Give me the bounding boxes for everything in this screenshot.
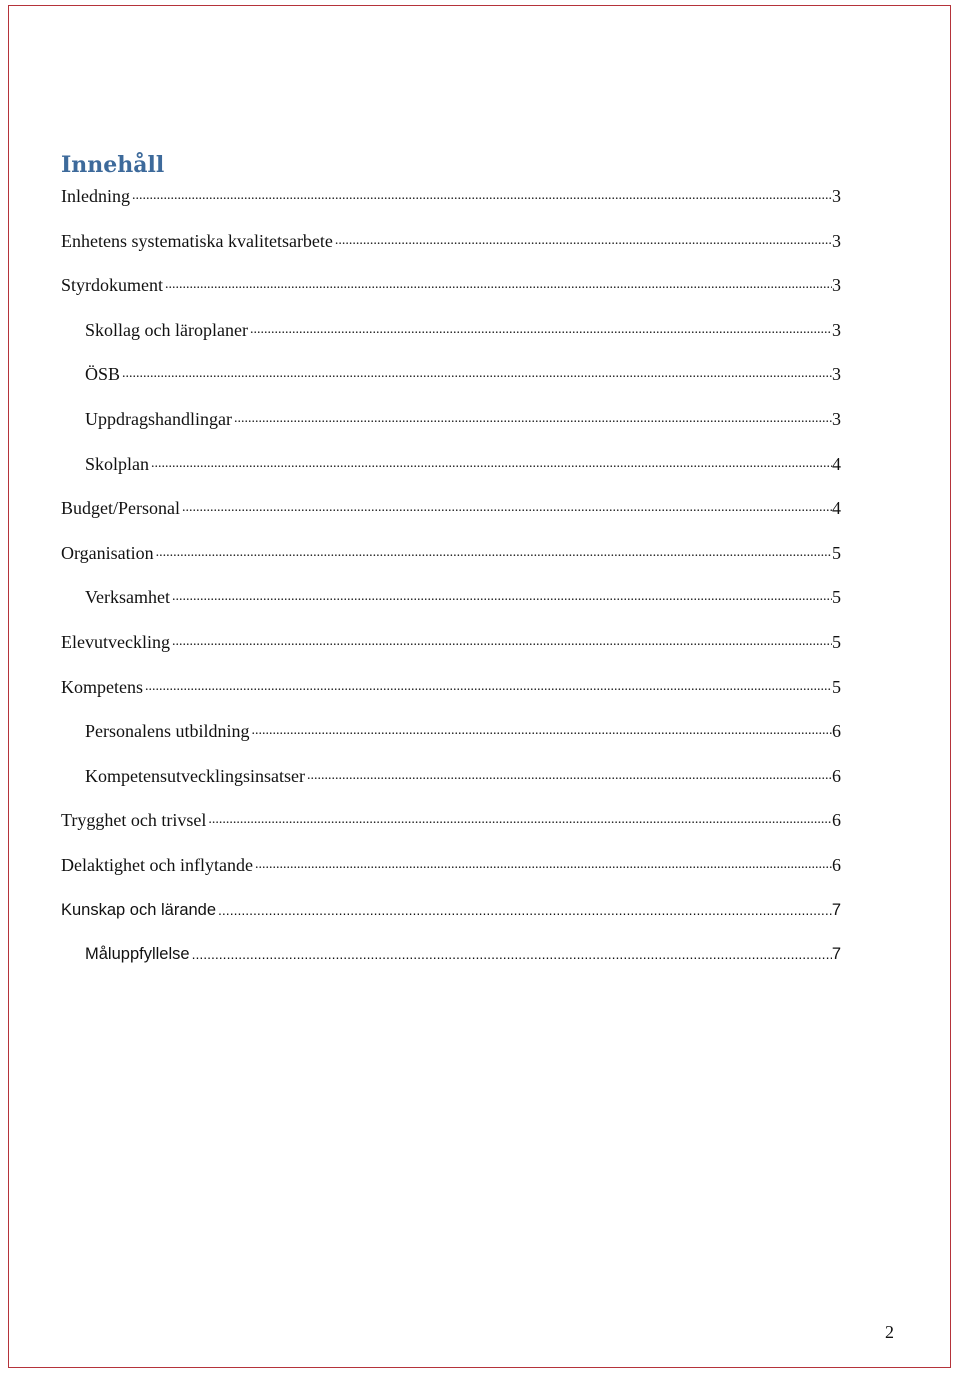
toc-entry[interactable] [61,538,841,583]
toc-entry-page: 3 [832,270,841,300]
toc-entry-page: 5 [832,582,841,612]
toc-entry[interactable] [61,449,841,494]
toc-entry-label: Personalens utbildning [85,716,252,746]
toc-entry-label: Inledning [61,181,132,211]
toc-entry-page: 7 [832,895,841,925]
toc-entry-label: Enhetens systematiska kvalitetsarbete [61,226,335,256]
toc-entry-label: Trygghet och trivsel [61,805,208,835]
toc-entry[interactable] [61,315,841,360]
toc-entry[interactable] [61,582,841,627]
toc-entry-page: 4 [832,493,841,523]
toc-entry-label: Budget/Personal [61,493,182,523]
toc-title: Innehåll [61,152,165,178]
toc-entry-page: 4 [832,449,841,479]
toc-leader-dots [335,226,832,256]
toc-leader-dots [307,761,832,791]
toc-leader-dots [234,404,832,434]
toc-entry[interactable] [61,359,841,404]
toc-entry[interactable] [61,895,841,940]
toc-leader-dots [172,582,832,612]
toc-entry-label: Uppdragshandlingar [85,404,234,434]
toc-entry-page: 6 [832,716,841,746]
toc-leader-dots [182,493,832,523]
toc-entry-label: Organisation [61,538,156,568]
toc-entry-page: 3 [832,315,841,345]
toc-entry-page: 6 [832,805,841,835]
toc-entry-page: 6 [832,850,841,880]
toc-entry-page: 6 [832,761,841,791]
toc-entry-page: 5 [832,627,841,657]
toc-entry[interactable] [61,761,841,806]
toc-entry-label: Kunskap och lärande [61,895,218,925]
toc-entry[interactable] [61,805,841,850]
toc-entry[interactable] [61,672,841,717]
toc-entry-label: Verksamhet [85,582,172,612]
toc-entry-page: 5 [832,672,841,702]
toc-entry-label: Skollag och läroplaner [85,315,250,345]
toc-entry[interactable] [61,939,841,984]
toc-leader-dots [165,270,832,300]
toc-entry[interactable] [61,181,841,226]
toc-leader-dots [192,939,832,969]
toc-leader-dots [250,315,832,345]
toc-entry[interactable] [61,226,841,271]
toc-leader-dots [132,181,832,211]
toc-entry[interactable] [61,493,841,538]
toc-entry-label: Kompetensutvecklingsinsatser [85,761,307,791]
toc-entry-label: Måluppfyllelse [85,939,192,969]
toc-leader-dots [208,805,832,835]
toc-leader-dots [122,359,832,389]
toc-entry-label: ÖSB [85,359,122,389]
toc-entry-page: 5 [832,538,841,568]
toc-leader-dots [145,672,832,702]
toc-entry-page: 3 [832,404,841,434]
toc-entry-label: Kompetens [61,672,145,702]
toc-entry-label: Elevutveckling [61,627,172,657]
toc-list [61,181,841,984]
toc-leader-dots [252,716,833,746]
toc-entry-page: 3 [832,359,841,389]
toc-entry-label: Delaktighet och inflytande [61,850,255,880]
toc-entry[interactable] [61,850,841,895]
toc-leader-dots [151,449,832,479]
toc-entry[interactable] [61,270,841,315]
toc-leader-dots [156,538,832,568]
page-number: 2 [885,1322,894,1342]
toc-entry[interactable] [61,627,841,672]
toc-entry-label: Skolplan [85,449,151,479]
toc-entry[interactable] [61,716,841,761]
toc-entry-label: Styrdokument [61,270,165,300]
toc-entry-page: 7 [832,939,841,969]
toc-leader-dots [172,627,832,657]
toc-leader-dots [255,850,832,880]
toc-entry-page: 3 [832,181,841,211]
toc-entry[interactable] [61,404,841,449]
toc-entry-page: 3 [832,226,841,256]
toc-leader-dots [218,895,832,925]
